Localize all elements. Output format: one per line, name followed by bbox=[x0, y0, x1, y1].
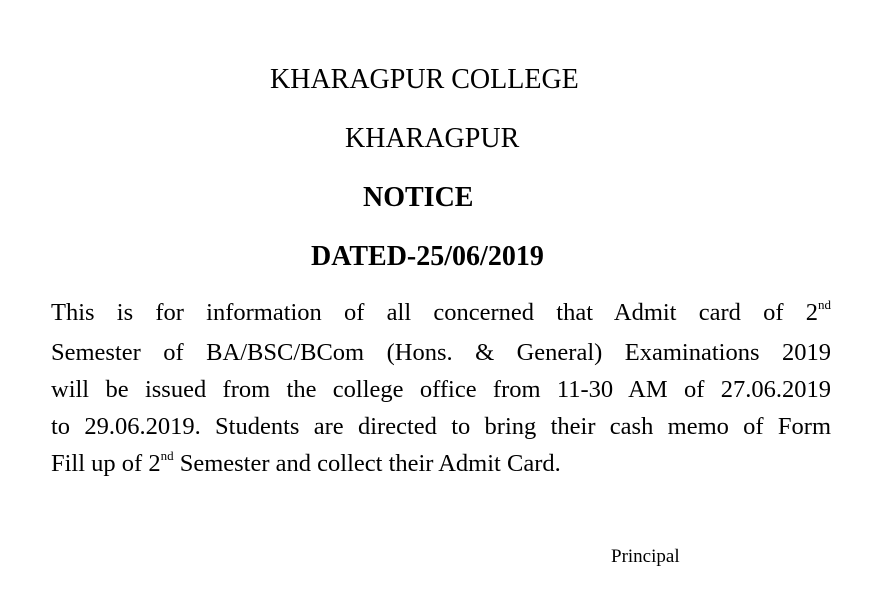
body-line-1-text: This is for information of all concerned that Admit card of 2 bbox=[51, 299, 818, 326]
body-line-1 bbox=[51, 294, 831, 334]
body-line-2: Semester of BA/BSC/BCom (Hons. & General) Examinations 2019 bbox=[51, 339, 831, 366]
college-name: KHARAGPUR COLLEGE bbox=[270, 64, 579, 95]
body-line-5 bbox=[51, 445, 831, 485]
signatory-title: Principal bbox=[611, 546, 680, 567]
notice-body bbox=[51, 294, 831, 485]
body-line-5-suffix: Semester and collect their Admit Card. bbox=[173, 450, 561, 477]
college-location: KHARAGPUR bbox=[345, 123, 520, 154]
ordinal-suffix: nd bbox=[160, 448, 174, 463]
notice-date: DATED-25/06/2019 bbox=[311, 241, 544, 272]
ordinal-suffix: nd bbox=[818, 297, 831, 312]
notice-heading: NOTICE bbox=[363, 182, 474, 213]
body-line-3: will be issued from the college office from 11-30 AM of 27.06.2019 bbox=[51, 376, 831, 403]
body-line-5-prefix: Fill up of 2 bbox=[51, 450, 161, 477]
body-line-4: to 29.06.2019. Students are directed to bring their cash memo of Form bbox=[51, 413, 831, 440]
